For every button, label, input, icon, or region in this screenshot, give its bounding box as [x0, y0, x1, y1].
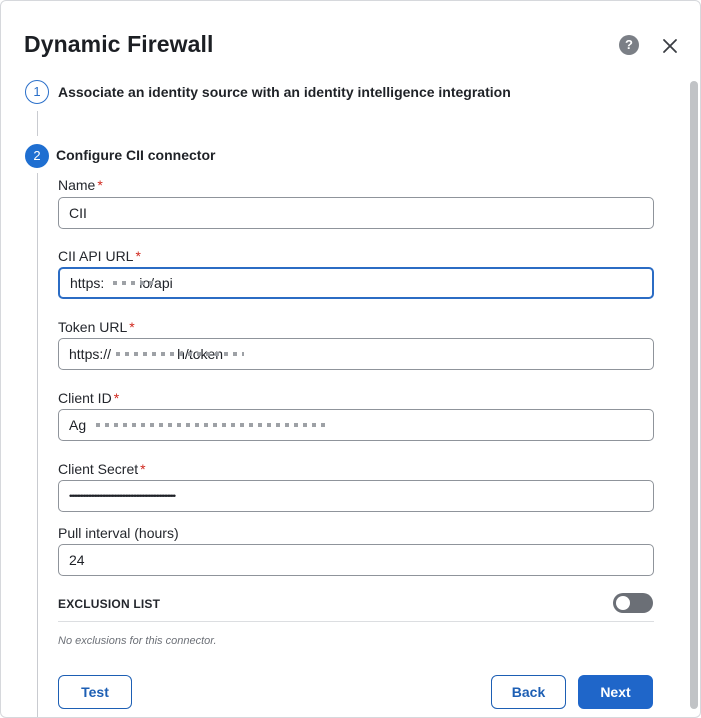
- client-secret-label-text: Client Secret: [58, 461, 139, 477]
- client-secret-input[interactable]: [58, 480, 654, 512]
- name-label-text: Name: [58, 177, 96, 193]
- pull-interval-input[interactable]: [58, 544, 654, 576]
- divider: [58, 621, 654, 622]
- dialog-title: Dynamic Firewall: [24, 31, 214, 57]
- scrollbar-thumb[interactable]: [690, 81, 698, 709]
- exclusion-empty-message: No exclusions for this connector.: [58, 635, 217, 647]
- close-icon[interactable]: [661, 37, 679, 55]
- step-connector-line: [37, 173, 38, 718]
- required-marker: *: [135, 248, 141, 264]
- api-url-label: [58, 248, 141, 264]
- token-url-label: [58, 319, 135, 335]
- token-url-label-text: Token URL: [58, 319, 128, 335]
- back-button[interactable]: Back: [491, 675, 566, 709]
- step-1-label[interactable]: Associate an identity source with an identity intelligence integration: [58, 84, 511, 100]
- next-button[interactable]: Next: [578, 675, 653, 709]
- exclusion-list-heading: EXCLUSION LIST: [58, 597, 161, 611]
- help-icon[interactable]: ?: [619, 35, 639, 55]
- client-secret-label: [58, 461, 146, 477]
- step-2-indicator: 2: [25, 144, 49, 168]
- step-2-label: Configure CII connector: [56, 147, 216, 163]
- client-id-label-text: Client ID: [58, 390, 112, 406]
- api-url-label-text: CII API URL: [58, 248, 134, 264]
- pull-interval-label: Pull interval (hours): [58, 525, 179, 541]
- required-marker: *: [97, 177, 103, 193]
- required-marker: *: [129, 319, 135, 335]
- client-id-label: [58, 390, 119, 406]
- step-connector-line: [37, 111, 38, 136]
- redaction-mask: [96, 423, 326, 427]
- toggle-knob: [616, 596, 630, 610]
- step-1-indicator: 1: [25, 80, 49, 104]
- name-label: [58, 177, 103, 193]
- exclusion-list-toggle[interactable]: [613, 593, 653, 613]
- name-input[interactable]: [58, 197, 654, 229]
- redaction-mask: [113, 281, 158, 285]
- required-marker: *: [113, 390, 120, 406]
- required-marker: *: [140, 461, 146, 477]
- test-button[interactable]: Test: [58, 675, 132, 709]
- redaction-mask: [116, 352, 244, 356]
